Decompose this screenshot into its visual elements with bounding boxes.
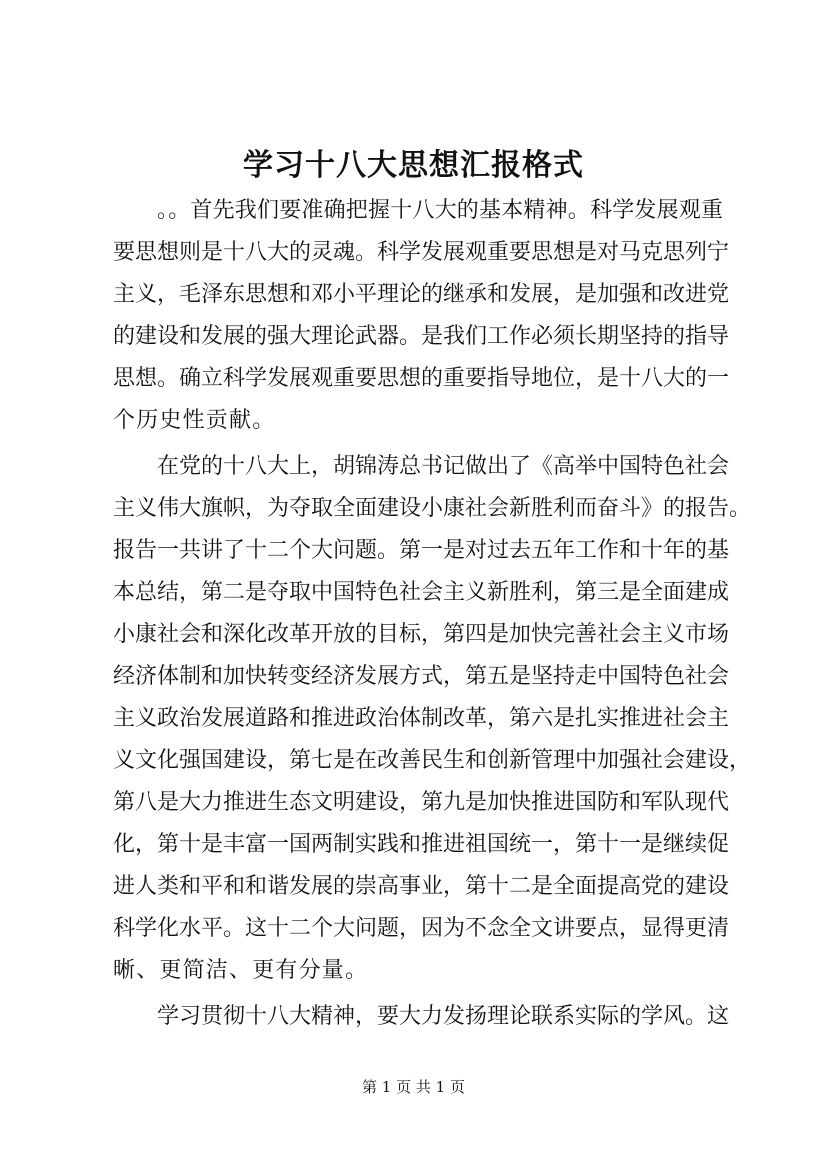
text-line: 主义政治发展道路和推进政治体制改革，第六是扎实推进社会主 bbox=[113, 706, 730, 731]
text-line: 本总结，第二是夺取中国特色社会主义新胜利，第三是全面建成 bbox=[113, 580, 730, 605]
text-line: 要思想则是十八大的灵魂。科学发展观重要思想是对马克思列宁 bbox=[113, 240, 730, 265]
text-line: 。。首先我们要准确把握十八大的基本精神。科学发展观重 bbox=[157, 198, 723, 223]
text-line: 科学化水平。这十二个大问题，因为不念全文讲要点，显得更清 bbox=[113, 916, 730, 941]
text-line: 学习贯彻十八大精神，要大力发扬理论联系实际的学风。这 bbox=[157, 1004, 730, 1029]
text-line: 化，第十是丰富一国两制实践和推进祖国统一，第十一是继续促 bbox=[113, 832, 730, 857]
text-line: 主义伟大旗帜，为夺取全面建设小康社会新胜利而奋斗》的报告。 bbox=[113, 496, 752, 521]
text-line: 在党的十八大上，胡锦涛总书记做出了《高举中国特色社会 bbox=[157, 454, 730, 479]
page-footer: 第 1 页 共 1 页 bbox=[362, 1078, 465, 1096]
text-line: 进人类和平和和谐发展的崇高事业，第十二是全面提高党的建设 bbox=[113, 874, 730, 899]
text-line: 第八是大力推进生态文明建设，第九是加快推进国防和军队现代 bbox=[113, 790, 730, 815]
paragraph bbox=[113, 190, 730, 442]
document-body bbox=[113, 190, 752, 1038]
text-line: 小康社会和深化改革开放的目标，第四是加快完善社会主义市场 bbox=[113, 622, 730, 647]
text-line: 报告一共讲了十二个大问题。第一是对过去五年工作和十年的基 bbox=[113, 538, 730, 563]
text-line: 义文化强国建设，第七是在改善民生和创新管理中加强社会建设， bbox=[113, 748, 752, 773]
text-line: 晰、更简洁、更有分量。 bbox=[113, 958, 369, 983]
document-title: 学习十八大思想汇报格式 bbox=[243, 148, 584, 183]
text-line: 的建设和发展的强大理论武器。是我们工作必须长期坚持的指导 bbox=[113, 324, 730, 349]
text-line: 经济体制和加快转变经济发展方式，第五是坚持走中国特色社会 bbox=[113, 664, 730, 689]
paragraph bbox=[113, 446, 752, 992]
text-line: 思想。确立科学发展观重要思想的重要指导地位，是十八大的一 bbox=[113, 366, 730, 391]
paragraph bbox=[113, 996, 730, 1038]
text-line: 个历史性贡献。 bbox=[113, 408, 276, 433]
text-line: 主义，毛泽东思想和邓小平理论的继承和发展，是加强和改进党 bbox=[113, 282, 730, 307]
